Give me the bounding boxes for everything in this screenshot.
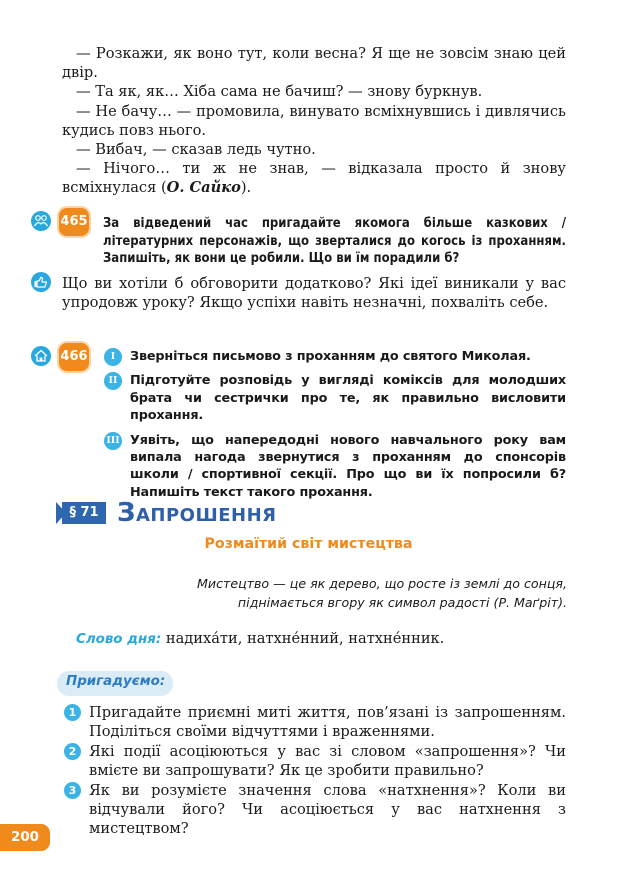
home-icon bbox=[31, 346, 51, 366]
reflection-text: Що ви хотіли б обговорити додатково? Які ідеї виникали у вас упродовж уроку? Якщо успіхи навіть незначні, похваліть себе. bbox=[62, 275, 566, 312]
epigraph-line: піднімається вгору як символ радості (Р. Маґріт). bbox=[237, 595, 567, 610]
level-badge: II bbox=[104, 372, 122, 390]
epigraph-line: Мистецтво — це як дерево, що росте із землі до сонця, bbox=[197, 576, 567, 591]
word-of-day bbox=[76, 630, 444, 647]
page-number: 200 bbox=[0, 824, 50, 851]
recall-text: Пригадайте приємні миті життя, пов’язані із запрошенням. Поділіться своїми відчуттями і враженнями. bbox=[89, 704, 566, 741]
dialogue-block bbox=[62, 44, 566, 198]
list-item bbox=[64, 742, 566, 781]
dialogue-last-text: — Нічого… ти ж не знав, — відказала просто й знову всміхнулася ( bbox=[62, 160, 566, 197]
dialogue-line: — Розкажи, як воно тут, коли весна? Я ще не зовсім знаю цей двір. bbox=[62, 45, 566, 82]
level-badge: I bbox=[104, 348, 122, 366]
level-text: Уявіть, що напередодні нового навчального року вам випала нагода звернутися з проханням до спонсорів школи / спортивної секції. Про що ви їх попросили б? Напишіть текст такого прохання. bbox=[130, 432, 566, 500]
dialogue-line-last bbox=[62, 159, 566, 197]
dialogue-line: — Не бачу… — промовила, винувато всміхнувшись і дивлячись кудись повз нього. bbox=[62, 102, 566, 139]
task-465-text: За відведений час пригадайте якомога більше казкових / літературних персонажів, що зверталися до когось із проханням. Запишіть, як вони це робили. Що ви їм порадили б? bbox=[103, 216, 566, 267]
recall-text: Як ви розумієте значення слова «натхнення»? Коли ви відчували його? Чи асоціюється у вас натхнення з мистецтвом? bbox=[89, 781, 566, 838]
number-badge: 3 bbox=[64, 782, 81, 799]
list-item bbox=[104, 372, 566, 424]
epigraph bbox=[147, 574, 567, 612]
number-badge: 2 bbox=[64, 743, 81, 760]
section-title bbox=[117, 498, 277, 528]
recall-badge bbox=[57, 671, 173, 696]
task-number-466: 466 bbox=[59, 343, 89, 371]
section-subtitle: Розмаїтий світ мистецтва bbox=[204, 536, 413, 552]
section-badge: § 71 bbox=[62, 502, 106, 524]
dialogue-author: О. Сайко bbox=[166, 179, 241, 197]
dialogue-line: — Та як, як… Хіба сама не бачиш? — знову буркнув. bbox=[76, 83, 483, 101]
task-466-list bbox=[104, 348, 566, 508]
section-title-initial: З bbox=[117, 498, 136, 528]
section-title-rest: АПРОШЕННЯ bbox=[135, 505, 277, 526]
dialogue-last-end: ). bbox=[240, 179, 252, 197]
level-text: Зверніться письмово з проханням до святого Миколая. bbox=[130, 349, 531, 364]
number-badge: 1 bbox=[64, 704, 81, 721]
dialogue-line: — Вибач, — сказав ледь чутно. bbox=[76, 141, 316, 159]
word-of-day-words: надиха́ти, натхне́нний, натхне́нник. bbox=[165, 630, 445, 647]
recall-list bbox=[64, 703, 566, 839]
level-badge: III bbox=[104, 432, 122, 450]
recall-text: Які події асоціюються у вас зі словом «запрошення»? Чи вмієте ви запрошувати? Як це зробити правильно? bbox=[89, 742, 566, 780]
recall-label: Пригадуємо: bbox=[66, 674, 166, 689]
list-item bbox=[104, 432, 566, 502]
level-text: Підготуйте розповідь у вигляді коміксів для молодших брата чи сестрички про те, як правильно висловити прохання. bbox=[130, 373, 566, 424]
list-item bbox=[104, 348, 566, 365]
thumbs-up-icon bbox=[31, 272, 51, 292]
list-item bbox=[64, 781, 566, 839]
task-number-465: 465 bbox=[59, 208, 89, 236]
group-work-icon bbox=[31, 211, 51, 231]
word-of-day-label: Слово дня: bbox=[76, 632, 162, 647]
list-item bbox=[64, 703, 566, 742]
